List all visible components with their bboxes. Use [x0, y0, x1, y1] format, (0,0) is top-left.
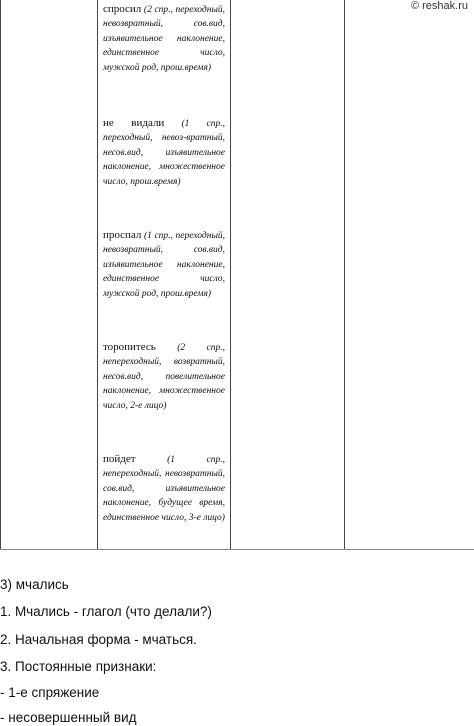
answer-line: 1. Мчались - глагол (что делали?): [0, 604, 212, 619]
verb-description: (1 спр., переходный, невозвратный, сов.вид, изъявительное наклонение, единственное число, мужской род, прош.время): [103, 231, 226, 299]
answer-line: 3. Постоянные признаки:: [0, 659, 157, 674]
answer-heading: 3) мчались: [0, 577, 69, 592]
table-border-left: [0, 0, 1, 550]
site-watermark: © reshak.ru: [410, 0, 468, 12]
verb-entry: [103, 452, 225, 525]
verb-word: пойдет: [103, 453, 136, 465]
table-column-divider: [97, 0, 98, 550]
verb-description: (2 спр., переходный, невозвратный, сов.вид, изъявительное наклонение, единственное число, мужской род, прош.время): [103, 5, 226, 73]
verb-description: (1 спр., переходный, невоз-вратный, несов.вид, изъявительное наклонение, множественное число, прош.время): [103, 119, 225, 187]
verb-word: торопитесь: [103, 341, 156, 353]
answer-line: 2. Начальная форма - мчаться.: [0, 632, 197, 647]
table-column-divider: [230, 0, 231, 550]
answer-line: - 1-е спряжение: [0, 685, 100, 700]
verb-word: проспал: [103, 229, 142, 241]
verb-word: спросил: [103, 3, 142, 15]
verb-entry: [103, 340, 225, 413]
verb-entry: [103, 116, 225, 189]
verb-description: (2 спр., непереходный, возвратный, несов.вид, повелительное наклонение, множественное число, 2-е лицо): [103, 343, 225, 411]
table-border-bottom: [0, 549, 474, 550]
verb-entry: [103, 2, 225, 75]
answer-line: - несовершенный вид: [0, 710, 137, 725]
verb-word: не видали: [103, 117, 165, 129]
verb-entry: [103, 228, 225, 301]
table-column-divider: [344, 0, 345, 550]
verb-description: (1 спр., непереходный, невозвратный, сов.вид, изъявительное наклонение, будущее время, единственное число, 3-е лицо): [103, 455, 225, 523]
